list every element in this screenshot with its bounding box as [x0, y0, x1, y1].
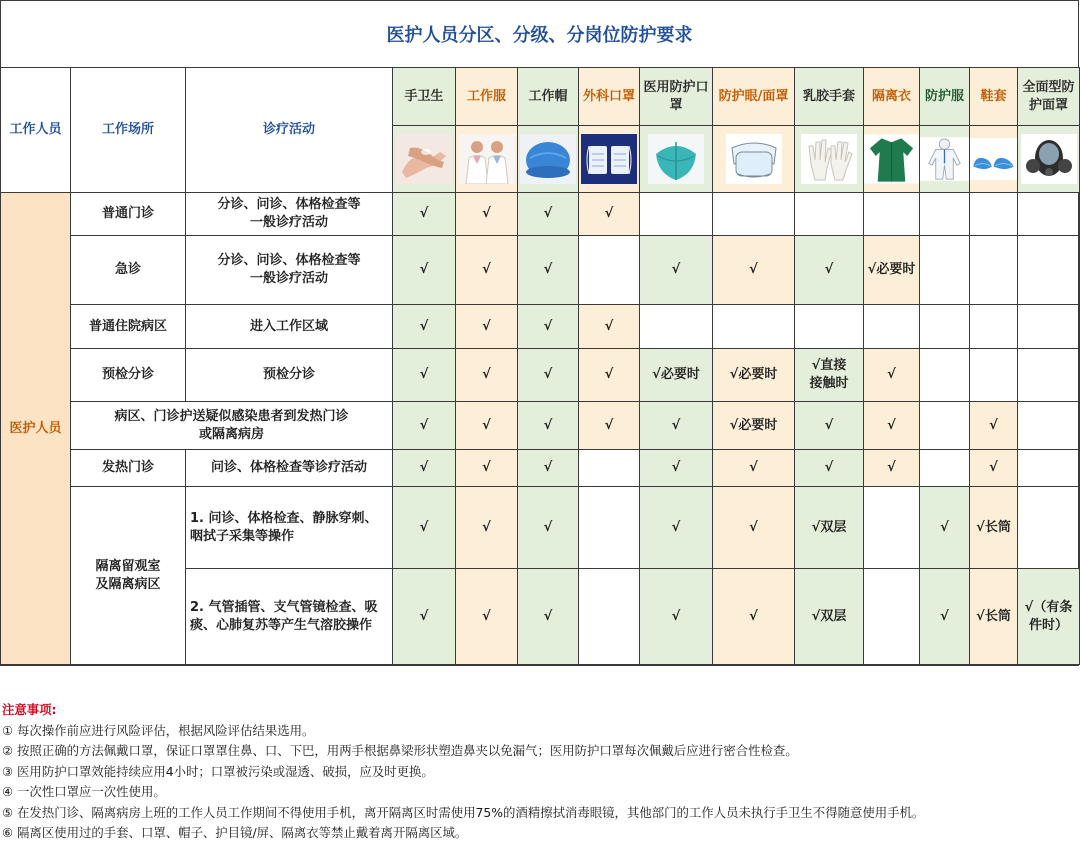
check-cell: √	[456, 349, 518, 402]
location-cell: 急诊	[71, 236, 186, 305]
location-cell: 普通门诊	[71, 193, 186, 236]
work-clothes-icon	[456, 128, 517, 190]
check-cell	[864, 569, 920, 665]
check-cell	[920, 349, 970, 402]
check-cell: √	[713, 487, 795, 569]
check-cell: √	[456, 193, 518, 236]
ppe-header-1: 工作服	[456, 68, 518, 126]
check-cell	[864, 487, 920, 569]
col-header-staff: 工作人员	[1, 68, 71, 193]
check-cell	[920, 305, 970, 349]
table-row	[1, 450, 1080, 487]
surgical-mask-icon	[579, 128, 639, 190]
check-cell: √	[795, 402, 864, 450]
check-cell: √	[393, 305, 456, 349]
ppe-icon-cell	[864, 126, 920, 193]
check-cell	[1018, 349, 1080, 402]
check-cell: √	[456, 487, 518, 569]
check-cell: √	[579, 402, 640, 450]
ppe-header-6: 乳胶手套	[795, 68, 864, 126]
check-cell	[920, 402, 970, 450]
check-cell: √	[920, 487, 970, 569]
ppe-header-3: 外科口罩	[579, 68, 640, 126]
shoe-cover-icon	[970, 128, 1017, 190]
check-cell: √直接 接触时	[795, 349, 864, 402]
check-cell: √	[518, 349, 579, 402]
check-cell	[920, 193, 970, 236]
activity-cell: 2. 气管插管、支气管镜检查、吸 痰、心肺复苏等产生气溶胶操作	[186, 569, 393, 665]
ppe-header-10: 全面型防护面罩	[1018, 68, 1080, 126]
check-cell: √	[713, 569, 795, 665]
ppe-header-8: 防护服	[920, 68, 970, 126]
latex-gloves-icon	[795, 128, 863, 190]
activity-cell: 分诊、问诊、体格检查等 一般诊疗活动	[186, 236, 393, 305]
check-cell: √长筒	[970, 569, 1018, 665]
table-row	[1, 487, 1080, 569]
check-cell: √	[795, 450, 864, 487]
activity-cell: 1. 问诊、体格检查、静脉穿刺、 咽拭子采集等操作	[186, 487, 393, 569]
check-cell: √	[456, 569, 518, 665]
check-cell: √	[393, 450, 456, 487]
check-cell: √双层	[795, 487, 864, 569]
check-cell: √	[640, 569, 713, 665]
check-cell: √	[579, 305, 640, 349]
check-cell: √	[579, 349, 640, 402]
check-cell: √	[518, 193, 579, 236]
full-face-respirator-icon	[1018, 128, 1079, 190]
goggles-icon	[713, 128, 794, 190]
check-cell	[970, 193, 1018, 236]
check-cell: √	[518, 450, 579, 487]
check-cell: √	[864, 402, 920, 450]
ppe-header-2: 工作帽	[518, 68, 579, 126]
check-cell: √	[640, 236, 713, 305]
staff-label: 医护人员	[1, 193, 71, 665]
check-cell	[713, 193, 795, 236]
table-row	[1, 349, 1080, 402]
check-cell: √	[393, 193, 456, 236]
note-item: ④ 一次性口罩应一次性使用。	[2, 784, 166, 799]
check-cell	[579, 450, 640, 487]
check-cell	[1018, 236, 1080, 305]
note-item: ② 按照正确的方法佩戴口罩，保证口罩罩住鼻、口、下巴，用两手根据鼻梁形状塑造鼻夹以免漏气；医用防护口罩每次佩戴后应进行密合性检查。	[2, 743, 798, 758]
ppe-icon-cell	[920, 126, 970, 193]
check-cell	[970, 349, 1018, 402]
check-cell: √	[456, 402, 518, 450]
check-cell: √	[518, 236, 579, 305]
activity-cell: 问诊、体格检查等诊疗活动	[186, 450, 393, 487]
hand-hygiene-icon	[393, 128, 455, 190]
col-header-activity: 诊疗活动	[186, 68, 393, 193]
check-cell: √	[393, 487, 456, 569]
check-cell	[795, 305, 864, 349]
check-cell: √长筒	[970, 487, 1018, 569]
check-cell	[640, 305, 713, 349]
check-cell	[579, 569, 640, 665]
ppe-header-0: 手卫生	[393, 68, 456, 126]
activity-cell: 分诊、问诊、体格检查等 一般诊疗活动	[186, 193, 393, 236]
n95-mask-icon	[640, 128, 712, 190]
check-cell	[1018, 193, 1080, 236]
table-row	[1, 236, 1080, 305]
check-cell: √	[640, 450, 713, 487]
check-cell	[579, 487, 640, 569]
location-activity-cell: 病区、门诊护送疑似感染患者到发热门诊 或隔离病房	[71, 402, 393, 450]
check-cell: √	[518, 569, 579, 665]
table-row	[1, 193, 1080, 236]
ppe-icon-cell	[640, 126, 713, 193]
check-cell	[795, 193, 864, 236]
ppe-icon-cell	[518, 126, 579, 193]
protective-suit-icon	[920, 128, 969, 190]
table-row	[1, 402, 1080, 450]
ppe-icon-cell	[1018, 126, 1080, 193]
check-cell	[920, 450, 970, 487]
ppe-requirements-table	[0, 67, 1080, 665]
check-cell: √	[970, 402, 1018, 450]
location-cell: 隔离留观室 及隔离病区	[71, 487, 186, 665]
header-row	[1, 68, 1080, 126]
ppe-icon-cell	[713, 126, 795, 193]
notes-heading: 注意事项:	[2, 702, 57, 717]
note-item: ⑥ 隔离区使用过的手套、口罩、帽子、护目镜/屏、隔离衣等禁止戴着离开隔离区域。	[2, 825, 468, 840]
check-cell	[713, 305, 795, 349]
location-cell: 普通住院病区	[71, 305, 186, 349]
check-cell: √	[393, 349, 456, 402]
work-cap-icon	[518, 128, 578, 190]
check-cell: √必要时	[864, 236, 920, 305]
check-cell: √	[393, 569, 456, 665]
isolation-gown-icon	[864, 128, 919, 190]
check-cell	[864, 193, 920, 236]
notes-section	[2, 700, 1078, 844]
ppe-header-5: 防护眼/面罩	[713, 68, 795, 126]
check-cell: √必要时	[640, 349, 713, 402]
check-cell: √	[970, 450, 1018, 487]
table-row	[1, 305, 1080, 349]
check-cell	[864, 305, 920, 349]
note-item: ⑤ 在发热门诊、隔离病房上班的工作人员工作期间不得使用手机，离开隔离区时需使用75%的酒精擦拭消毒眼镜，其他部门的工作人员未执行手卫生不得随意使用手机。	[2, 804, 925, 820]
check-cell	[1018, 402, 1080, 450]
check-cell: √	[456, 450, 518, 487]
note-item: ① 每次操作前应进行风险评估，根据风险评估结果选用。	[2, 722, 315, 738]
ppe-icon-cell	[393, 126, 456, 193]
check-cell: √	[640, 402, 713, 450]
check-cell	[920, 236, 970, 305]
check-cell: √	[456, 236, 518, 305]
check-cell: √	[456, 305, 518, 349]
check-cell	[1018, 305, 1080, 349]
ppe-icon-cell	[456, 126, 518, 193]
ppe-icon-cell	[970, 126, 1018, 193]
check-cell	[579, 236, 640, 305]
check-cell: √	[795, 236, 864, 305]
check-cell: √	[393, 402, 456, 450]
check-cell: √	[518, 402, 579, 450]
check-cell: √必要时	[713, 349, 795, 402]
check-cell: √（有条 件时）	[1018, 569, 1080, 665]
check-cell: √	[920, 569, 970, 665]
location-cell: 预检分诊	[71, 349, 186, 402]
check-cell	[1018, 450, 1080, 487]
check-cell: √	[518, 305, 579, 349]
check-cell: √	[640, 487, 713, 569]
col-header-location: 工作场所	[71, 68, 186, 193]
check-cell: √	[713, 450, 795, 487]
activity-cell: 预检分诊	[186, 349, 393, 402]
check-cell: √	[864, 450, 920, 487]
location-cell: 发热门诊	[71, 450, 186, 487]
check-cell	[640, 193, 713, 236]
check-cell	[970, 236, 1018, 305]
page-title: 医护人员分区、分级、分岗位防护要求	[1, 1, 1078, 68]
check-cell: √双层	[795, 569, 864, 665]
check-cell: √	[713, 236, 795, 305]
check-cell	[1018, 487, 1080, 569]
ppe-header-4: 医用防护口罩	[640, 68, 713, 126]
check-cell: √	[393, 236, 456, 305]
ppe-icon-cell	[579, 126, 640, 193]
check-cell: √	[579, 193, 640, 236]
ppe-header-9: 鞋套	[970, 68, 1018, 126]
check-cell: √	[518, 487, 579, 569]
ppe-icon-cell	[795, 126, 864, 193]
check-cell	[970, 305, 1018, 349]
check-cell: √	[864, 349, 920, 402]
ppe-header-7: 隔离衣	[864, 68, 920, 126]
check-cell: √必要时	[713, 402, 795, 450]
note-item: ③ 医用防护口罩效能持续应用4小时；口罩被污染或湿透、破损，应及时更换。	[2, 763, 434, 779]
activity-cell: 进入工作区域	[186, 305, 393, 349]
